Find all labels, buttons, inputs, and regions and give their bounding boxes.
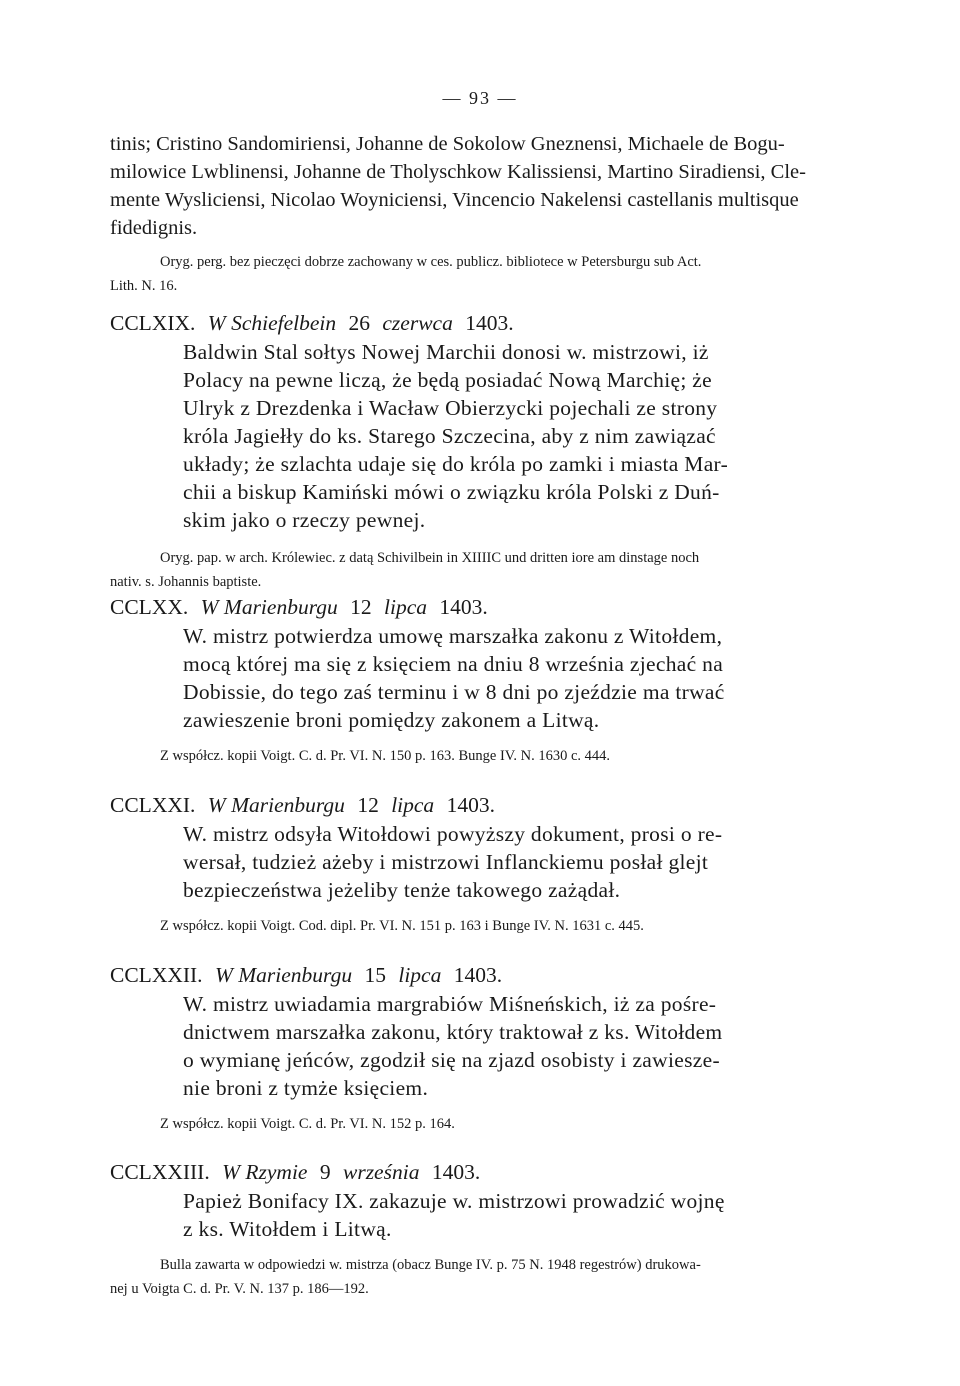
entry-summary: [110, 820, 855, 904]
note-line: nej u Voigta C. d. Pr. V. N. 137 p. 186—192.: [110, 1281, 369, 1297]
page-number: — 93 —: [442, 88, 518, 108]
text-line: wersał, tudzież ażeby i mistrzowi Inflanckiemu posłał glejt: [183, 850, 709, 874]
entry-place: W Schiefelbein: [207, 311, 337, 335]
entry-year: 1403.: [453, 963, 503, 987]
text-line: bezpieczeństwa jeżeliby tenże takowego zażądał.: [183, 878, 621, 902]
text-line: milowice Lwblinensi, Johanne de Tholyschkow Kalissiensi, Martino Siradiensi, Cle-: [110, 161, 806, 183]
entry-year: 1403.: [446, 793, 495, 817]
note-line: Z współcz. kopii Voigt. C. d. Pr. VI. N. 152 p. 164.: [160, 1116, 455, 1132]
note-line: Oryg. pap. w arch. Królewiec. z datą Schivilbein in XIIIIC und dritten iore am dinstage noch: [160, 550, 700, 566]
entry-heading: [110, 308, 855, 338]
note-line: nativ. s. Johannis baptiste.: [110, 574, 262, 590]
entry-place: W Marienburgu: [200, 595, 338, 619]
source-note: [110, 744, 855, 768]
text-line: układy; że szlachta udaje się do króla po zamki i miasta Mar-: [183, 452, 729, 476]
entry-cclxxii: [110, 960, 855, 1136]
entry-summary: [110, 622, 855, 734]
text-line: z ks. Witołdem i Litwą.: [183, 1217, 392, 1241]
entry-month: września: [342, 1160, 420, 1184]
entry-summary: [110, 1187, 855, 1243]
entry-year: 1403.: [439, 595, 488, 619]
entry-cclxx: [110, 592, 855, 768]
note-line: Z współcz. kopii Voigt. C. d. Pr. VI. N. 150 p. 163. Bunge IV. N. 1630 c. 444.: [160, 748, 611, 764]
entry-year: 1403.: [465, 311, 514, 335]
entry-heading: [110, 592, 855, 622]
intro-section: [110, 130, 855, 298]
intro-source-note: [110, 250, 855, 298]
text-line: mente Wysliciensi, Nicolao Woyniciensi, Vincencio Nakelensi castellanis multisque: [110, 189, 799, 211]
text-line: mocą której ma się z księciem na dniu 8 września zjechać na: [183, 652, 724, 676]
text-line: Papież Bonifacy IX. zakazuje w. mistrzowi prowadzić wojnę: [183, 1189, 725, 1213]
entry-cclxxiii: [110, 1157, 855, 1301]
entry-place: W Marienburgu: [214, 963, 353, 987]
text-line: zawieszenie broni pomiędzy zakonem a Litwą.: [183, 708, 600, 732]
text-line: nie broni z tymże księciem.: [183, 1076, 429, 1100]
text-line: króla Jagiełły do ks. Starego Szczecina, aby z nim zawiązać: [183, 424, 716, 448]
source-note: [110, 1112, 855, 1136]
entry-number: CCLXXII.: [110, 963, 203, 987]
entry-number: CCLXXIII.: [110, 1160, 210, 1184]
entry-month: lipca: [391, 793, 435, 817]
entry-summary: [110, 338, 855, 534]
text-line: W. mistrz odsyła Witołdowi powyższy dokument, prosi o re-: [183, 822, 723, 846]
text-line: Baldwin Stal sołtys Nowej Marchii donosi w. mistrzowi, iż: [183, 340, 709, 364]
entry-cclxxi: [110, 790, 855, 938]
text-line: fidedignis.: [110, 217, 198, 239]
entry-year: 1403.: [431, 1160, 481, 1184]
entry-day: 9: [319, 1160, 331, 1184]
text-line: W. mistrz potwierdza umowę marszałka zakonu z Witołdem,: [183, 624, 723, 648]
note-line: Oryg. perg. bez pieczęci dobrze zachowany w ces. publicz. bibliotece w Petersburgu sub Act.: [160, 254, 702, 270]
source-note: [110, 914, 855, 938]
text-line: chii a biskup Kamiński mówi o związku króla Polski z Duń-: [183, 480, 720, 504]
entry-day: 15: [364, 963, 386, 987]
entry-number: CCLXIX.: [110, 311, 196, 335]
entry-month: lipca: [398, 963, 442, 987]
text-line: skim jako o rzeczy pewnej.: [183, 508, 426, 532]
entry-place: W Marienburgu: [207, 793, 345, 817]
text-line: W. mistrz uwiadamia margrabiów Miśneńskich, iż za pośre-: [183, 992, 717, 1016]
entry-cclxix: [110, 308, 855, 594]
note-line: Bulla zawarta w odpowiedzi w. mistrza (obacz Bunge IV. p. 75 N. 1948 regestrów) drukowa-: [160, 1257, 701, 1273]
entry-day: 26: [348, 311, 371, 335]
text-line: Ulryk z Drezdenka i Wacław Obierzycki pojechali ze strony: [183, 396, 718, 420]
intro-text: [110, 130, 855, 242]
text-line: o wymianę jeńców, zgodził się na zjazd osobisty i zawiesze-: [183, 1048, 720, 1072]
text-line: dnictwem marszałka zakonu, który traktował z ks. Witołdem: [183, 1020, 723, 1044]
entry-summary: [110, 990, 855, 1102]
note-line: Lith. N. 16.: [110, 278, 178, 294]
entry-day: 12: [357, 793, 379, 817]
entry-month: lipca: [384, 595, 428, 619]
entry-heading: [110, 960, 855, 990]
note-line: Z współcz. kopii Voigt. Cod. dipl. Pr. VI. N. 151 p. 163 i Bunge IV. N. 1631 c. 445.: [160, 918, 644, 934]
entry-month: czerwca: [382, 311, 453, 335]
entry-number: CCLXXI.: [110, 793, 196, 817]
source-note: [110, 1253, 855, 1301]
text-line: Polacy na pewne liczą, że będą posiadać Nową Marchię; że: [183, 368, 712, 392]
text-line: Dobissie, do tego zaś terminu i w 8 dni po zjeździe ma trwać: [183, 680, 725, 704]
entry-heading: [110, 790, 855, 820]
entry-day: 12: [350, 595, 372, 619]
entry-place: W Rzymie: [222, 1160, 308, 1184]
source-note: [110, 546, 855, 594]
entry-heading: [110, 1157, 855, 1187]
text-line: tinis; Cristino Sandomiriensi, Johanne de Sokolow Gneznensi, Michaele de Bogu-: [110, 133, 785, 155]
entry-number: CCLXX.: [110, 595, 189, 619]
